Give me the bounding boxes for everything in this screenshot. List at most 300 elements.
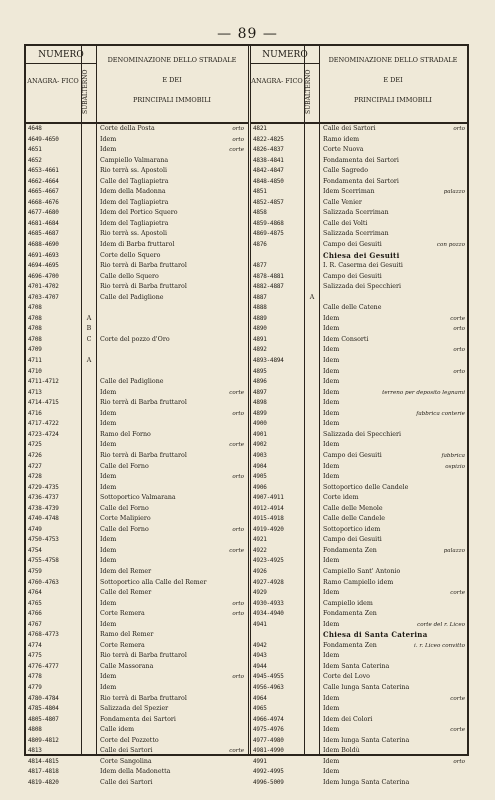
table-row	[26, 177, 248, 188]
anagrafico-number: 4651	[28, 146, 42, 154]
anagrafico-number: 4965	[253, 705, 267, 713]
table-row	[26, 778, 248, 789]
street-name: Fondamenta Zen	[323, 610, 377, 618]
table-row	[26, 345, 248, 356]
anagrafico-number: 4648	[28, 125, 42, 132]
table-row	[251, 324, 467, 335]
property-note: orto	[453, 368, 465, 375]
property-note: orto	[232, 611, 244, 618]
anagrafico-number: 4975-4976	[253, 726, 284, 734]
street-name: Idem	[323, 388, 340, 396]
table-row	[251, 124, 467, 135]
anagrafico-number: 4813	[28, 747, 42, 755]
table-row	[251, 609, 467, 620]
table-row	[251, 367, 467, 378]
anagrafico-number: 4899	[253, 409, 267, 417]
street-name: Sottoportico Valmarana	[100, 494, 176, 502]
subalterno-letter: A	[86, 357, 92, 365]
property-note: fabbrica conterie	[416, 410, 465, 417]
table-row	[26, 419, 248, 430]
header-principali: PRINCIPALI IMMOBILI	[354, 96, 432, 104]
table-row	[26, 229, 248, 240]
table-row	[26, 303, 248, 314]
subalterno-letter: B	[86, 325, 92, 333]
table-row	[26, 757, 248, 768]
table-row	[251, 261, 467, 272]
table-row	[26, 694, 248, 705]
anagrafico-number: 4677-4680	[28, 209, 59, 217]
anagrafico-number: 4814-4815	[28, 757, 59, 765]
table-row	[251, 229, 467, 240]
table-header	[251, 46, 467, 124]
property-note: con pozzo	[436, 242, 465, 249]
anagrafico-number: 4708	[28, 314, 42, 322]
property-note: orto	[232, 410, 244, 417]
table-row	[26, 293, 248, 304]
street-name: Calle lunga Santa Caterina	[323, 683, 410, 691]
anagrafico-number: 4809-4812	[28, 736, 59, 744]
anagrafico-number: 4852-4857	[253, 198, 284, 206]
table-row	[26, 472, 248, 483]
table-row	[26, 156, 248, 167]
table-row	[26, 535, 248, 546]
table-row	[251, 588, 467, 599]
street-name: Idem dei Colori	[323, 715, 373, 723]
header-subalterno: SUBALTERNO	[82, 69, 89, 115]
street-name: Corte del Lovo	[323, 673, 370, 681]
table-row	[251, 345, 467, 356]
street-name: I. R. Caserma dei Gesuiti	[323, 262, 403, 270]
table-row	[251, 177, 467, 188]
anagrafico-number: 4727	[28, 462, 42, 470]
anagrafico-number: 4726	[28, 451, 42, 459]
table-row	[26, 440, 248, 451]
anagrafico-number: 4785-4804	[28, 705, 59, 713]
anagrafico-number: 4740-4748	[28, 515, 59, 523]
anagrafico-number: 4694-4695	[28, 262, 59, 270]
table-header	[26, 46, 248, 124]
street-name: Idem Boldù	[323, 747, 360, 755]
table-row	[251, 599, 467, 610]
anagrafico-number: 4876	[253, 241, 267, 249]
anagrafico-number: 4904	[253, 462, 267, 470]
street-name: Fondamenta dei Sartori	[100, 715, 176, 723]
property-note: i. r. Liceo convitto	[414, 642, 465, 649]
header-numero: NUMERO	[262, 50, 308, 60]
street-name: Idem	[323, 757, 340, 765]
anagrafico-number: 4755-4758	[28, 557, 59, 565]
anagrafico-number: 4759	[28, 567, 42, 575]
table-row	[26, 261, 248, 272]
anagrafico-number: 4942	[253, 641, 267, 649]
anagrafico-number: 4877	[253, 262, 267, 270]
street-name: Calle Massorana	[100, 662, 154, 670]
anagrafico-number: 4765	[28, 599, 42, 607]
property-note: palazzo	[443, 547, 465, 554]
street-name: Idem	[323, 473, 340, 481]
street-name: Idem del Portico Squero	[100, 209, 178, 217]
property-note: fabbrica	[441, 452, 465, 459]
street-name: Idem Scerriman	[323, 188, 375, 196]
table-row	[26, 198, 248, 209]
street-name: Idem	[323, 462, 340, 470]
street-name: Campo dei Gesuiti	[323, 451, 382, 459]
anagrafico-number: 4776-4777	[28, 662, 59, 670]
street-name: Ramo del Remer	[100, 631, 154, 639]
street-name: Corte idem	[323, 494, 359, 502]
anagrafico-number: 4821	[253, 125, 267, 132]
table-row	[251, 683, 467, 694]
street-name: Calle del Tagliapietra	[100, 177, 169, 185]
property-note: terreno per deposito legnami	[382, 389, 465, 396]
street-name: Chiesa dei Gesuiti	[323, 250, 400, 260]
street-name: Calle dei Volti	[323, 219, 368, 227]
table-row	[26, 672, 248, 683]
property-note: corte	[450, 695, 465, 702]
anagrafico-number: 4662-4664	[28, 177, 59, 185]
property-note: corte	[229, 147, 244, 154]
table-row	[26, 525, 248, 536]
street-name: Idem	[323, 620, 340, 628]
anagrafico-number: 4944	[253, 662, 267, 670]
anagrafico-number: 4992-4995	[253, 768, 284, 776]
property-note: corte	[229, 547, 244, 554]
street-name: Corte della Posta	[100, 125, 155, 132]
anagrafico-number: 4991	[253, 757, 267, 765]
street-name: Campiello Sant' Antonio	[323, 567, 401, 575]
table-row	[26, 240, 248, 251]
street-name: Calle dello Squero	[100, 272, 159, 280]
header-e-dei: E DEI	[162, 76, 182, 84]
street-name: Ramo Campiello idem	[323, 578, 394, 586]
street-name: Fondamenta Zen	[323, 641, 377, 649]
page-number: — 89 —	[217, 26, 278, 42]
street-name: Calle del Forno	[100, 462, 149, 470]
table-row	[26, 462, 248, 473]
anagrafico-number: 4819-4820	[28, 778, 59, 786]
anagrafico-number: 4711	[28, 357, 42, 365]
table-row	[251, 282, 467, 293]
street-name: Fondamenta dei Sartori	[323, 177, 399, 185]
table-row	[26, 251, 248, 262]
table-row	[26, 704, 248, 715]
table-row	[26, 145, 248, 156]
anagrafico-number: 4897	[253, 388, 267, 396]
street-name: Idem	[323, 589, 340, 597]
table-row	[26, 367, 248, 378]
street-name: Corte Sangolina	[100, 757, 152, 765]
anagrafico-number: 4903	[253, 451, 267, 459]
street-name: Fondamenta Zen	[323, 546, 377, 554]
anagrafico-number: 4859-4868	[253, 219, 284, 227]
table-row	[251, 715, 467, 726]
street-name: Campiello Valmarana	[100, 156, 169, 164]
street-name: Idem	[323, 357, 340, 365]
street-name: Idem	[323, 420, 340, 428]
table-row	[26, 546, 248, 557]
table-row	[251, 641, 467, 652]
street-name: Rio terrà ss. Apostoli	[100, 167, 167, 175]
street-name: Idem	[323, 314, 340, 322]
anagrafico-number: 4921	[253, 536, 267, 544]
anagrafico-number: 4943	[253, 652, 267, 660]
table-row	[26, 767, 248, 778]
table-row	[251, 156, 467, 167]
street-name: Corte dello Squero	[100, 251, 161, 259]
street-name: Calle del Padiglione	[100, 293, 164, 301]
anagrafico-number: 4826-4837	[253, 146, 284, 154]
street-name: Calle del Padiglione	[100, 378, 164, 386]
table-row	[26, 651, 248, 662]
table-row	[26, 187, 248, 198]
street-name: Calle delle Menole	[323, 504, 383, 512]
anagrafico-number: 4922	[253, 546, 267, 554]
street-name: Idem	[100, 599, 117, 607]
property-note: corte	[450, 315, 465, 322]
anagrafico-number: 4926	[253, 567, 267, 575]
property-note: orto	[453, 326, 465, 333]
anagrafico-number: 4716	[28, 409, 42, 417]
table-row	[26, 335, 248, 346]
table-row	[26, 272, 248, 283]
table-row	[26, 746, 248, 757]
street-name: Salizzada del Spezier	[100, 705, 169, 713]
street-name: Rio terrà di Barba fruttarol	[100, 451, 187, 459]
anagrafico-number: 4869-4875	[253, 230, 284, 238]
table-row	[26, 567, 248, 578]
table-row	[251, 314, 467, 325]
property-note: ospizio	[445, 463, 465, 470]
table-row	[26, 356, 248, 367]
table-row	[251, 440, 467, 451]
table-row	[26, 504, 248, 515]
anagrafico-number: 4893-4894	[253, 357, 284, 365]
table-row	[251, 630, 467, 641]
table-row	[26, 493, 248, 504]
anagrafico-number: 4906	[253, 483, 267, 491]
street-name: Calle del Forno	[100, 525, 149, 533]
anagrafico-number: 4896	[253, 378, 267, 386]
table-row	[26, 599, 248, 610]
right-rows	[251, 124, 467, 788]
anagrafico-number: 4780-4784	[28, 694, 59, 702]
table-row	[251, 293, 467, 304]
anagrafico-number: 4736-4737	[28, 494, 59, 502]
anagrafico-number: 4681-4684	[28, 219, 59, 227]
street-name: Idem	[100, 388, 117, 396]
street-name: Idem	[100, 620, 117, 628]
table-row	[251, 240, 467, 251]
anagrafico-number: 4923-4925	[253, 557, 284, 565]
table-row	[26, 662, 248, 673]
table-row	[251, 525, 467, 536]
table-row	[251, 219, 467, 230]
register-table	[24, 44, 469, 786]
street-name: Idem	[100, 146, 117, 154]
anagrafico-number: 4738-4739	[28, 504, 59, 512]
street-name: Calle del Remer	[100, 589, 152, 597]
table-row	[26, 683, 248, 694]
street-name: Idem della Madonna	[100, 188, 166, 196]
anagrafico-number: 4912-4914	[253, 504, 284, 512]
table-row	[251, 388, 467, 399]
table-row	[26, 556, 248, 567]
street-name: Rio terrà di Barba fruttarol	[100, 399, 187, 407]
table-row	[251, 725, 467, 736]
table-row	[26, 208, 248, 219]
table-row	[26, 725, 248, 736]
table-row	[251, 430, 467, 441]
street-name: Salizzada Scerriman	[323, 209, 389, 217]
anagrafico-number: 4749	[28, 525, 42, 533]
table-row	[251, 187, 467, 198]
anagrafico-number: 4905	[253, 473, 267, 481]
street-name: Idem	[323, 726, 340, 734]
street-name: Idem Santa Caterina	[323, 662, 390, 670]
anagrafico-number: 4934-4940	[253, 610, 284, 618]
anagrafico-number: 4713	[28, 388, 42, 396]
table-row	[251, 567, 467, 578]
table-row	[251, 662, 467, 673]
property-note: corte	[229, 389, 244, 396]
property-note: corte	[229, 748, 244, 755]
anagrafico-number: 4890	[253, 325, 267, 333]
anagrafico-number: 4711-4712	[28, 378, 59, 386]
anagrafico-number: 4685-4687	[28, 230, 59, 238]
anagrafico-number: 4649-4650	[28, 135, 59, 143]
table-row	[251, 166, 467, 177]
street-name: Campo dei Gesuiti	[323, 536, 382, 544]
table-row	[26, 324, 248, 335]
street-name: Ramo idem	[323, 135, 360, 143]
table-row	[26, 388, 248, 399]
table-row	[251, 135, 467, 146]
table-row	[26, 588, 248, 599]
table-row	[26, 398, 248, 409]
street-name: Idem del Remer	[100, 567, 152, 575]
header-denominazione: DENOMINAZIONE DELLO STRADALE	[107, 56, 237, 64]
table-row	[251, 472, 467, 483]
table-row	[251, 736, 467, 747]
street-name: Calle dei Sartori	[323, 125, 376, 132]
table-row	[251, 198, 467, 209]
table-row	[26, 641, 248, 652]
anagrafico-number: 4729-4735	[28, 483, 59, 491]
anagrafico-number: 4981-4990	[253, 747, 284, 755]
street-name: Idem	[323, 694, 340, 702]
street-name: Corte Malipiero	[100, 515, 151, 523]
header-denominazione: DENOMINAZIONE DELLO STRADALE	[328, 56, 458, 64]
right-column-block	[251, 46, 467, 786]
street-name: Sottoportico idem	[323, 525, 381, 533]
street-name: Idem di Barba fruttarol	[100, 241, 175, 249]
table-row	[251, 651, 467, 662]
anagrafico-number: 4915-4918	[253, 515, 284, 523]
anagrafico-number: 4851	[253, 188, 267, 196]
anagrafico-number: 4779	[28, 683, 42, 691]
table-row	[251, 672, 467, 683]
street-name: Salizzada dei Specchieri	[323, 283, 401, 291]
anagrafico-number: 4760-4763	[28, 578, 59, 586]
table-row	[251, 778, 467, 789]
table-row	[251, 356, 467, 367]
table-row	[26, 609, 248, 620]
anagrafico-number: 4766	[28, 610, 42, 618]
header-numero: NUMERO	[38, 50, 84, 60]
anagrafico-number: 4822-4825	[253, 135, 284, 143]
anagrafico-number: 4964	[253, 694, 267, 702]
anagrafico-number: 4895	[253, 367, 267, 375]
table-row	[251, 419, 467, 430]
anagrafico-number: 4717-4722	[28, 420, 59, 428]
street-name: Rio terrà di Barba fruttarol	[100, 652, 187, 660]
table-row	[251, 451, 467, 462]
anagrafico-number: 4848-4850	[253, 177, 284, 185]
subalterno-letter: A	[86, 314, 92, 322]
street-name: Idem	[323, 705, 340, 713]
anagrafico-number: 4696-4700	[28, 272, 59, 280]
table-row	[251, 746, 467, 757]
anagrafico-number: 4750-4753	[28, 536, 59, 544]
street-name: Idem	[323, 409, 340, 417]
anagrafico-number: 4882-4887	[253, 283, 284, 291]
anagrafico-number: 4653-4661	[28, 167, 59, 175]
street-name: Calle delle Catene	[323, 304, 382, 312]
table-row	[26, 620, 248, 631]
street-name: Idem	[323, 441, 340, 449]
street-name: Rio terrà di Barba fruttarol	[100, 283, 187, 291]
street-name: Chiesa di Santa Caterina	[323, 630, 428, 640]
anagrafico-number: 4778	[28, 673, 42, 681]
table-row	[251, 767, 467, 778]
anagrafico-number: 4714-4715	[28, 399, 59, 407]
anagrafico-number: 4858	[253, 209, 267, 217]
table-row	[251, 504, 467, 515]
anagrafico-number: 4941	[253, 620, 267, 628]
anagrafico-number: 4710	[28, 367, 42, 375]
table-row	[26, 219, 248, 230]
street-name: Idem	[100, 420, 117, 428]
table-row	[251, 251, 467, 262]
header-anagrafico: ANAGRA- FICO	[27, 77, 79, 85]
anagrafico-number: 4808	[28, 726, 42, 734]
table-row	[26, 282, 248, 293]
table-row	[26, 514, 248, 525]
anagrafico-number: 4768-4773	[28, 631, 59, 639]
anagrafico-number: 4900	[253, 420, 267, 428]
table-row	[251, 514, 467, 525]
table-row	[251, 335, 467, 346]
property-note: orto	[453, 126, 465, 132]
street-name: Idem	[323, 652, 340, 660]
anagrafico-number: 4701-4702	[28, 283, 59, 291]
anagrafico-number: 4930-4933	[253, 599, 284, 607]
table-row	[251, 546, 467, 557]
anagrafico-number: 4888	[253, 304, 267, 312]
anagrafico-number: 4842-4847	[253, 167, 284, 175]
property-note: orto	[232, 136, 244, 143]
street-name: Idem della Madonetta	[100, 768, 171, 776]
subalterno-letter: A	[309, 293, 315, 301]
table-row	[251, 493, 467, 504]
street-name: Corte Nuova	[323, 146, 364, 154]
anagrafico-number: 4887	[253, 293, 267, 301]
anagrafico-number: 4966-4974	[253, 715, 284, 723]
street-name: Rio terrà di Barba fruttarol	[100, 262, 187, 270]
header-subalterno: SUBALTERNO	[305, 69, 312, 115]
street-name: Campo dei Gesuiti	[323, 241, 382, 249]
street-name: Calle delle Candele	[323, 515, 385, 523]
